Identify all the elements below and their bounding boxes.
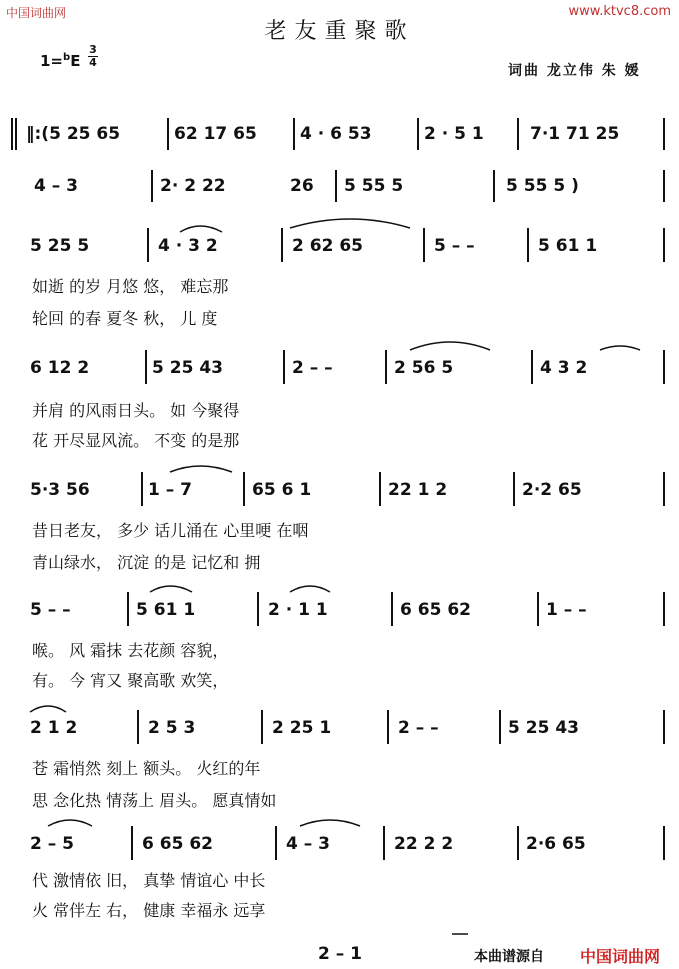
key-note: E bbox=[70, 52, 81, 70]
lyric-line: 如逝 的岁 月悠 悠， 难忘那 bbox=[32, 277, 229, 296]
measure: 2 · 1 1 bbox=[268, 600, 328, 620]
measure: 2 – – bbox=[292, 358, 333, 378]
source-label: 本曲谱源自 bbox=[474, 949, 544, 965]
measure: 4 – 3 bbox=[34, 176, 78, 196]
lyric-line: 代 激情依 旧， 真挚 情谊心 中长 bbox=[32, 871, 266, 890]
measure: 5 – – bbox=[434, 236, 475, 256]
measure: 6 65 62 bbox=[400, 600, 471, 620]
measure: 2 1 2 bbox=[30, 718, 78, 738]
key-signature bbox=[40, 52, 80, 70]
measure: 5 25 43 bbox=[152, 358, 223, 378]
measure: 2· 2 22 bbox=[160, 176, 226, 196]
measure: 4 · 3 2 bbox=[158, 236, 218, 256]
lyric-line: 轮回 的春 夏冬 秋， 儿 度 bbox=[32, 309, 218, 328]
time-signature bbox=[88, 44, 98, 69]
measure: 5 55 5 bbox=[344, 176, 404, 196]
measure: 22 1 2 bbox=[388, 480, 448, 500]
lyric-line: 火 常伴左 右， 健康 幸福永 远享 bbox=[32, 901, 266, 920]
flat-sign: b bbox=[63, 52, 71, 63]
measure: 5 61 1 bbox=[136, 600, 196, 620]
site-watermark-left: 中国词曲网 bbox=[6, 6, 67, 20]
measure: 62 17 65 bbox=[174, 124, 257, 144]
lyric-line: 苍 霜悄然 刻上 额头。 火红的年 bbox=[32, 759, 261, 778]
song-authors: 词曲 龙立伟 朱 媛 bbox=[508, 63, 641, 79]
measure: 2·2 65 bbox=[522, 480, 582, 500]
measure: 2 25 1 bbox=[272, 718, 332, 738]
song-title: 老友重聚歌 bbox=[264, 19, 415, 44]
measure: 6 12 2 bbox=[30, 358, 90, 378]
measure: ‖:(5 25 65 bbox=[26, 124, 121, 144]
lyric-line: 昔日老友， 多少 话儿涌在 心里哽 在咽 bbox=[32, 521, 309, 540]
measure: 4 · 6 53 bbox=[300, 124, 372, 144]
page-number: 2 – 1 bbox=[318, 944, 362, 964]
measure: 2 · 5 1 bbox=[424, 124, 484, 144]
measure: 1 – 7 bbox=[148, 480, 192, 500]
lyric-line: 青山绿水， 沉淀 的是 记忆和 拥 bbox=[32, 553, 261, 572]
measure: 2 5 3 bbox=[148, 718, 196, 738]
lyric-line: 喉。 风 霜抹 去花颜 容貌， bbox=[32, 641, 229, 660]
site-watermark-right: www.ktvc8.com bbox=[568, 4, 671, 19]
measure: 2·6 65 bbox=[526, 834, 586, 854]
measure: 7·1 71 25 bbox=[530, 124, 620, 144]
measure: 1 – – bbox=[546, 600, 587, 620]
measure: 4 3 2 bbox=[540, 358, 588, 378]
measure: 5 61 1 bbox=[538, 236, 598, 256]
meter-top: 3 bbox=[89, 43, 97, 56]
lyric-line: 思 念化热 情荡上 眉头。 愿真情如 bbox=[32, 791, 277, 810]
measure: 5 25 43 bbox=[508, 718, 579, 738]
key-prefix: 1= bbox=[40, 52, 64, 70]
measure: 2 – – bbox=[398, 718, 439, 738]
measure: 65 6 1 bbox=[252, 480, 312, 500]
measure: 22 2 2 bbox=[394, 834, 454, 854]
measure: 6 65 62 bbox=[142, 834, 213, 854]
lyric-line: 有。 今 宵又 聚高歌 欢笑， bbox=[32, 671, 229, 690]
measure: 5 55 5 ) bbox=[506, 176, 579, 196]
brand-logo-text: 中国词曲网 bbox=[580, 947, 661, 966]
measure: 2 56 5 bbox=[394, 358, 454, 378]
measure: 5 – – bbox=[30, 600, 71, 620]
measure: 5 25 5 bbox=[30, 236, 90, 256]
measure: 26 bbox=[290, 176, 314, 196]
measure: 2 62 65 bbox=[292, 236, 363, 256]
measure: 4 – 3 bbox=[286, 834, 330, 854]
lyric-line: 并肩 的风雨日头。 如 今聚得 bbox=[32, 401, 240, 420]
measure: 2 – 5 bbox=[30, 834, 74, 854]
lyric-line: 花 开尽显风流。 不变 的是那 bbox=[32, 431, 240, 450]
meter-bottom: 4 bbox=[89, 56, 97, 69]
measure: 5·3 56 bbox=[30, 480, 90, 500]
